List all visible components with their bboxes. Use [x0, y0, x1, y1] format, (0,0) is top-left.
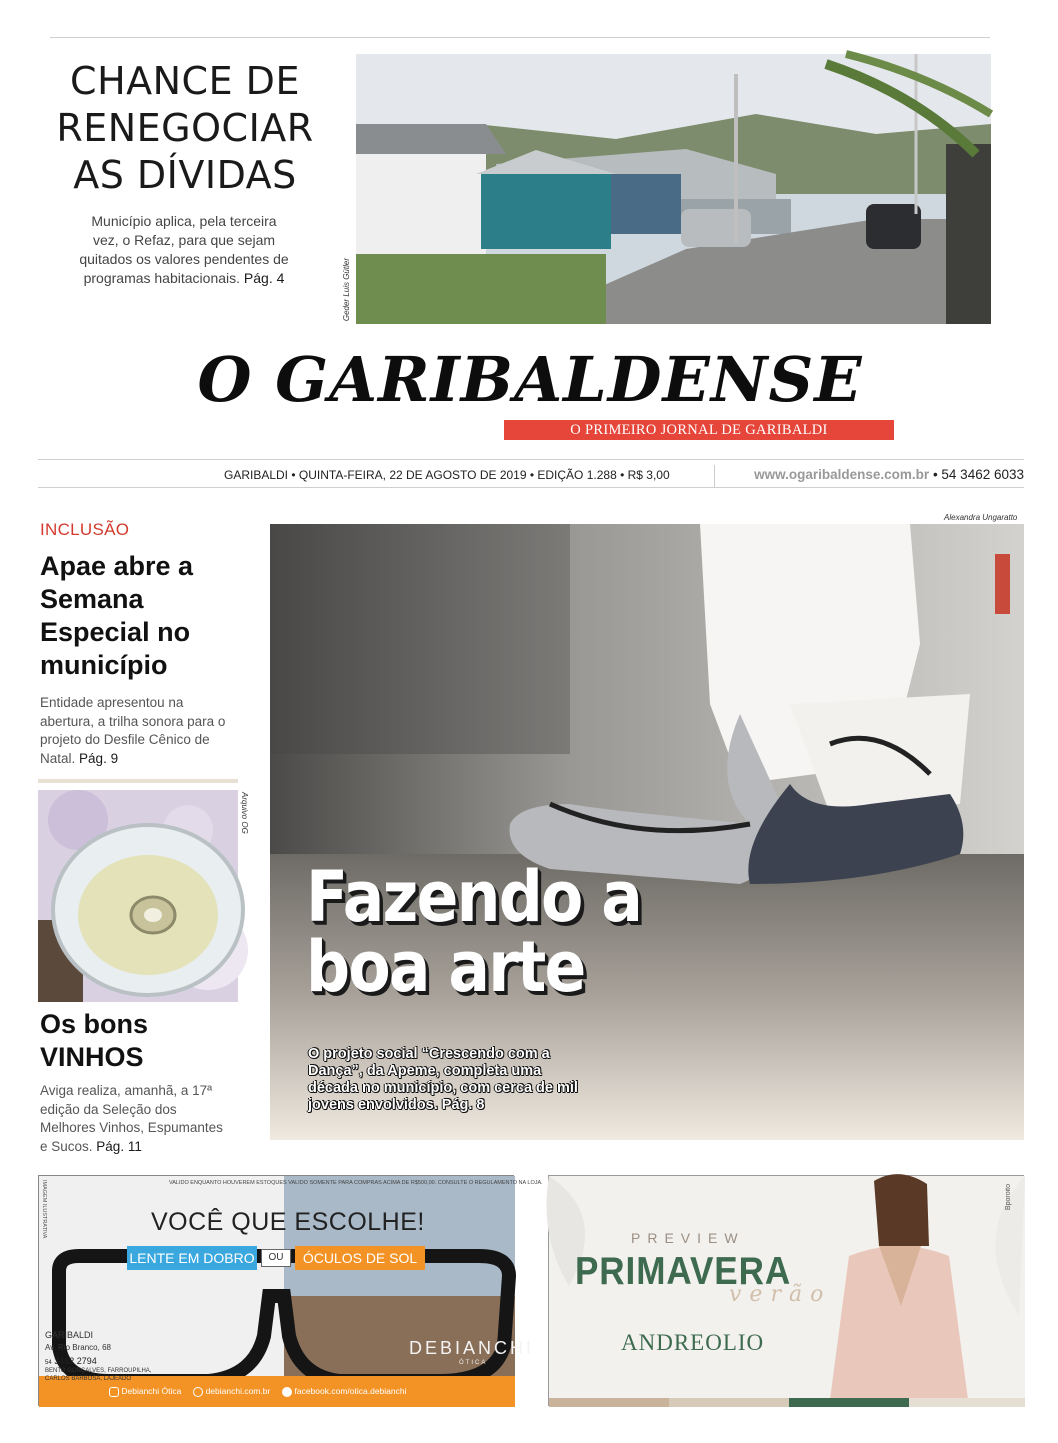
main-headline[interactable]	[306, 856, 676, 1008]
ad1-headline: VOCÊ QUE ESCOLHE!	[151, 1208, 425, 1236]
top-headline-line: CHANCE DE	[70, 59, 300, 103]
wine-headline[interactable]	[40, 1008, 240, 1074]
section-label: INCLUSÃO	[40, 520, 130, 539]
wine-headline-line1: Os bons	[40, 1009, 149, 1039]
street-photo[interactable]	[356, 54, 991, 324]
main-page-ref[interactable]: Pág. 8	[441, 1097, 485, 1113]
website-info	[754, 467, 1024, 482]
debianchi-ad[interactable]	[38, 1175, 543, 1406]
ad1-or: OU	[261, 1249, 291, 1267]
ad2-script: verão	[729, 1282, 832, 1307]
masthead-tagline: O PRIMEIRO JORNAL DE GARIBALDI	[504, 420, 894, 440]
ad2-title: PRIMAVERA	[575, 1250, 792, 1293]
top-rule	[50, 37, 990, 38]
top-page-ref[interactable]: Pág. 4	[243, 270, 285, 286]
apae-headline[interactable]: Apae abre a Semana Especial no município	[40, 551, 194, 680]
wine-headline-line2: VINHOS	[40, 1042, 144, 1072]
wine-photo-credit: Arquivo OG	[240, 792, 249, 834]
website-link[interactable]: www.ogaribaldense.com.br	[754, 467, 930, 482]
wine-photo-bar	[38, 779, 238, 783]
ad1-facebook[interactable]: facebook.com/otica.debianchi	[294, 1386, 407, 1396]
ad1-site[interactable]: debianchi.com.br	[205, 1386, 271, 1396]
ad1-phone-prefix: 54	[45, 1360, 52, 1366]
andreolio-ad[interactable]	[548, 1175, 1024, 1406]
ad1-option2: ÓCULOS DE SOL	[295, 1246, 425, 1270]
top-summary-text: Município aplica, pela terceira vez, o Refaz, para que sejam quitados os valores pendentes de programas habitacionais.	[79, 213, 289, 286]
top-headline-line: AS DÍVIDAS	[73, 153, 297, 197]
wine-glass-photo[interactable]	[38, 790, 238, 1002]
ad1-branches-1: BENTO GONÇALVES, FARROUPILHA,	[45, 1368, 152, 1374]
top-headline[interactable]	[40, 58, 330, 199]
wine-glass-image	[38, 790, 238, 1002]
wine-page-ref[interactable]: Pág. 11	[96, 1138, 142, 1154]
ad2-preview: PREVIEW	[631, 1230, 745, 1246]
ad1-phone	[45, 1356, 97, 1366]
edition-info: GARIBALDI • QUINTA-FEIRA, 22 DE AGOSTO DE 2019 • EDIÇÃO 1.288 • R$ 3,00	[224, 468, 670, 482]
globe-icon	[193, 1387, 203, 1397]
main-headline-line2: boa arte	[306, 926, 585, 1008]
masthead-title[interactable]: O GARIBALDENSE	[197, 343, 863, 416]
main-summary-text: O projeto social “Crescendo com a Dança”, da Apeme, completa uma década no município, com cerca de mil jovens envolvidos.	[308, 1046, 578, 1113]
instagram-icon	[109, 1387, 119, 1397]
apae-summary-text: Entidade apresentou na abertura, a trilha sonora para o projeto do Desfile Cênico de Natal.	[40, 695, 226, 766]
top-headline-line: RENEGOCIAR	[56, 106, 314, 150]
top-photo-credit: Geder Luis Gütler	[342, 258, 351, 322]
wine-summary	[40, 1082, 230, 1156]
ad1-option1: LENTE EM DOBRO	[127, 1246, 257, 1270]
apae-page-ref[interactable]: Pág. 9	[79, 750, 119, 766]
phone-number: • 54 3462 6033	[932, 467, 1024, 482]
apae-summary	[40, 694, 240, 768]
top-summary	[78, 212, 290, 288]
ad2-brand: ANDREOLIO	[621, 1330, 765, 1355]
main-summary	[308, 1046, 578, 1114]
info-rule-top	[38, 459, 1024, 460]
main-photo-credit: Alexandra Ungaratto	[944, 513, 1018, 522]
ad1-footer	[109, 1386, 509, 1397]
main-headline-line1: Fazendo a	[306, 856, 642, 938]
facebook-icon	[282, 1387, 292, 1397]
ad1-phone-number: 3462 2794	[54, 1356, 97, 1366]
wine-summary-text: Aviga realiza, amanhã, a 17ª edição da Seleção dos Melhores Vinhos, Espumantes e Sucos.	[40, 1083, 223, 1154]
ad1-city: GARIBALDI	[45, 1330, 94, 1340]
info-divider	[714, 465, 715, 487]
info-rule-bottom	[38, 487, 1024, 488]
ad1-brand-sub: ÓTICA	[459, 1360, 488, 1366]
ad1-fine-print: VALIDO ENQUANTO HOUVEREM ESTOQUES VALIDO SOMENTE PARA COMPRAS ACIMA DE R$500,00. CONSULTE O REGULAMENTO NA LOJA.	[169, 1180, 543, 1186]
ad2-side-credit: Bporoito	[1005, 1184, 1012, 1211]
ad1-brand: DEBIANCHI	[409, 1338, 535, 1358]
ad1-side-note: IMAGEM ILUSTRATIVA	[41, 1180, 47, 1239]
ad1-address: Av. Rio Branco, 68	[45, 1343, 111, 1352]
ad1-branches-2: CARLOS BARBOSA, LAJEADO	[45, 1376, 132, 1382]
ad1-instagram[interactable]: Debianchi Ótica	[121, 1386, 182, 1396]
street-photo-image	[356, 54, 991, 324]
